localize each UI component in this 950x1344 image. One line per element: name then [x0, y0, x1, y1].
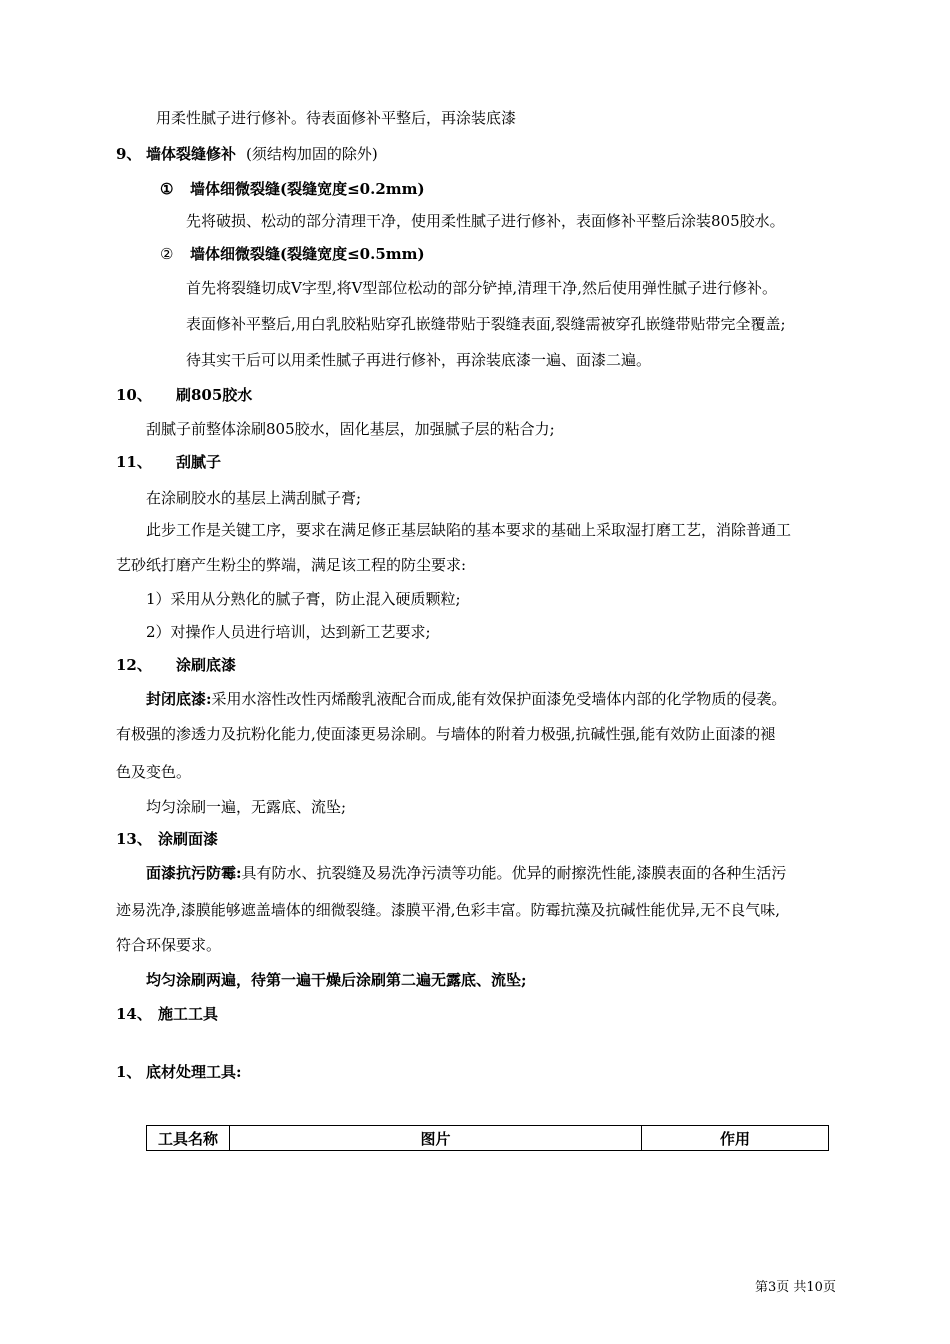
tools-table — [146, 1125, 829, 1151]
crack-02-title: 墙体细微裂缝(裂缝宽度≤0.2mm) — [190, 180, 425, 198]
section-13-body-1-text: 具有防水、抗裂缝及易洗净污渍等功能。优异的耐擦洗性能,漆膜表面的各种生活污 — [241, 864, 787, 882]
section-13-body-1 — [146, 863, 786, 883]
section-12-body-4: 均匀涂刷一遍，无露底、流坠; — [146, 798, 347, 816]
crack-05-body-1: 首先将裂缝切成V字型,将V型部位松动的部分铲掉,清理干净,然后使用弹性腻子进行修补。 — [186, 279, 777, 297]
paragraph-line: 用柔性腻子进行修补。待表面修补平整后，再涂装底漆 — [156, 109, 517, 127]
section-11-item-2: 2）对操作人员进行培训，达到新工艺要求; — [146, 623, 431, 641]
subsection-1-title: 底材处理工具: — [146, 1063, 242, 1081]
crack-05-title: 墙体细微裂缝(裂缝宽度≤0.5mm) — [190, 245, 425, 263]
section-13-number: 13、 — [116, 830, 152, 848]
section-11-body-1: 在涂刷胶水的基层上满刮腻子膏; — [146, 489, 362, 507]
section-14-number: 14、 — [116, 1005, 152, 1023]
section-9-title: 墙体裂缝修补 — [146, 145, 237, 163]
section-10-title: 刷805胶水 — [176, 386, 253, 404]
table-header-purpose: 作用 — [642, 1126, 829, 1151]
section-13-lead: 面漆抗污防霉: — [146, 864, 242, 882]
section-12-title: 涂刷底漆 — [176, 656, 237, 674]
section-12-body-1 — [146, 689, 786, 709]
section-13-body-2: 迹易洗净,漆膜能够遮盖墙体的细微裂缝。漆膜平滑,色彩丰富。防霉抗藻及抗碱性能优异,无不良气味, — [116, 901, 781, 919]
section-11-body-2: 此步工作是关键工序，要求在满足修正基层缺陷的基本要求的基础上采取湿打磨工艺，消除普通工 — [146, 521, 792, 539]
section-14-title: 施工工具 — [158, 1005, 219, 1023]
section-13-body-3: 符合环保要求。 — [116, 936, 222, 954]
subsection-1-number: 1、 — [116, 1063, 142, 1081]
section-11-title: 刮腻子 — [176, 453, 222, 471]
page-footer: 第3页 共10页 — [755, 1280, 836, 1295]
section-10-number: 10、 — [116, 386, 152, 404]
section-13-title: 涂刷面漆 — [158, 830, 219, 848]
crack-05-body-3: 待其实干后可以用柔性腻子再进行修补，再涂装底漆一遍、面漆二遍。 — [186, 351, 652, 369]
section-12-body-1-text: 采用水溶性改性丙烯酸乳液配合而成,能有效保护面漆免受墙体内部的化学物质的侵袭。 — [211, 690, 787, 708]
circled-one-marker: ① — [160, 180, 174, 198]
section-12-number: 12、 — [116, 656, 152, 674]
section-9-note: (须结构加固的除外) — [246, 145, 378, 163]
crack-05-body-2: 表面修补平整后,用白乳胶粘贴穿孔嵌缝带贴于裂缝表面,裂缝需被穿孔嵌缝带贴带完全覆盖; — [186, 315, 786, 333]
section-11-item-1: 1）采用从分熟化的腻子膏，防止混入硬质颗粒; — [146, 590, 461, 608]
section-13-body-4: 均匀涂刷两遍，待第一遍干燥后涂刷第二遍无露底、流坠; — [146, 971, 527, 989]
table-header-tool-name: 工具名称 — [147, 1126, 230, 1151]
section-11-body-3: 艺砂纸打磨产生粉尘的弊端，满足该工程的防尘要求: — [116, 556, 467, 574]
table-header-row — [147, 1126, 829, 1151]
crack-02-body: 先将破损、松动的部分清理干净，使用柔性腻子进行修补，表面修补平整后涂装805胶水。 — [186, 212, 785, 230]
section-12-lead: 封闭底漆: — [146, 690, 212, 708]
circled-two-marker: ② — [160, 245, 174, 263]
section-11-number: 11、 — [116, 453, 152, 471]
section-12-body-2: 有极强的渗透力及抗粉化能力,使面漆更易涂刷。与墙体的附着力极强,抗碱性强,能有效防止面漆的褪 — [116, 725, 776, 743]
table-header-image: 图片 — [230, 1126, 642, 1151]
section-12-body-3: 色及变色。 — [116, 763, 192, 781]
section-10-body: 刮腻子前整体涂刷805胶水，固化基层，加强腻子层的粘合力; — [146, 420, 555, 438]
section-9-number: 9、 — [116, 145, 142, 163]
